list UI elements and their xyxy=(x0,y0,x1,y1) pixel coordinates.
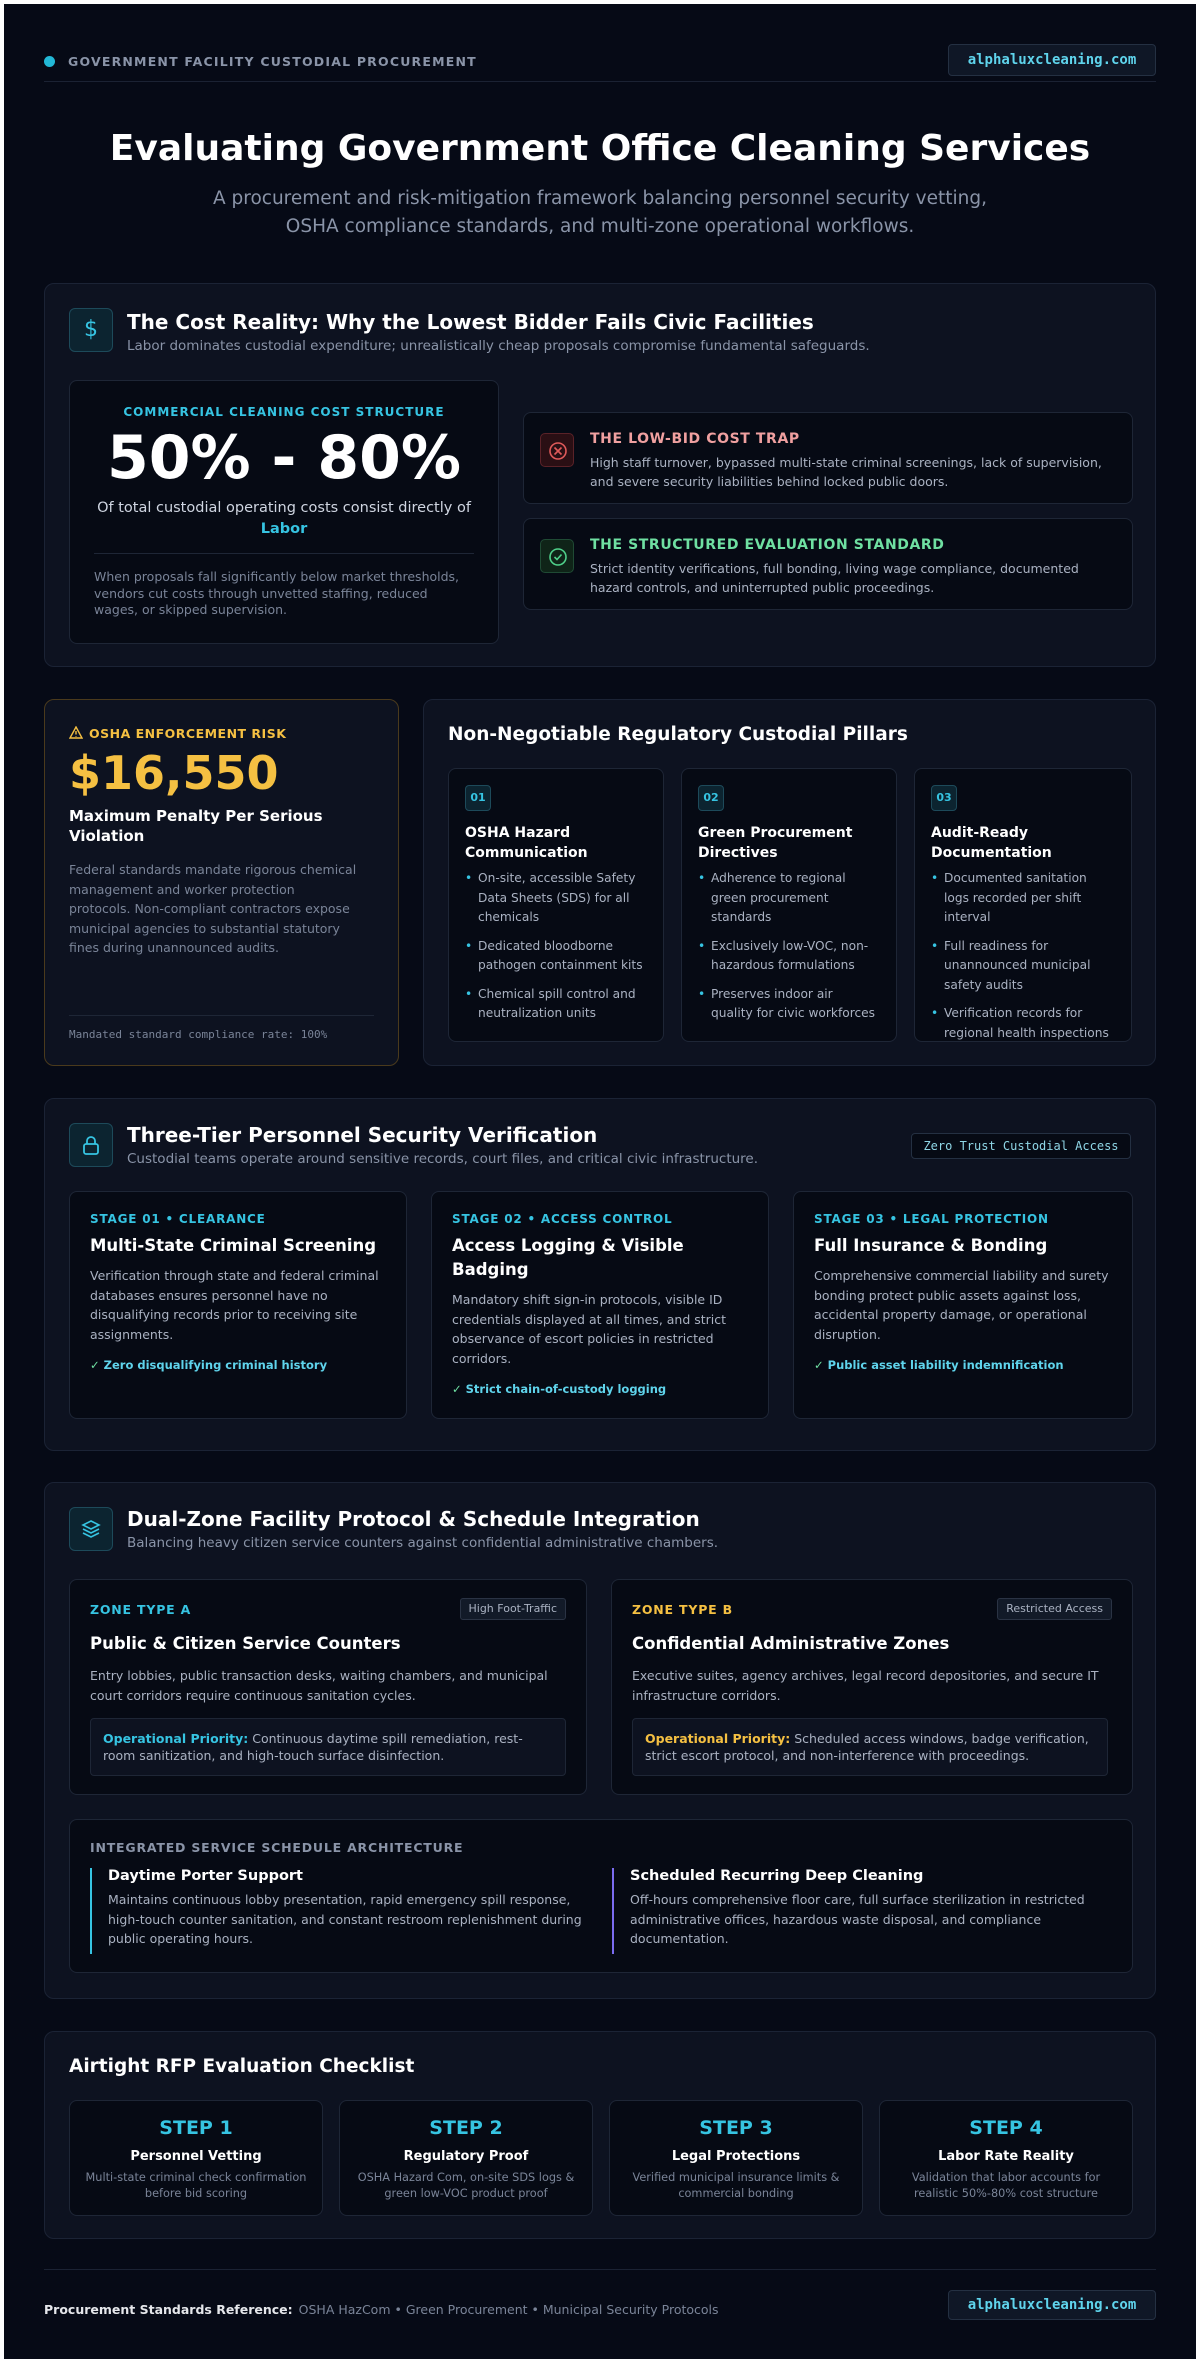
layers-icon xyxy=(69,1507,113,1551)
step-number: STEP 4 xyxy=(969,2117,1043,2139)
labor-share-caption xyxy=(90,498,478,540)
checklist-title: Airtight RFP Evaluation Checklist xyxy=(69,2056,415,2077)
pillar-number: 02 xyxy=(698,785,724,811)
list-item: • Dedicated bloodborne pathogen containment kits xyxy=(465,937,645,976)
stage-check: ✓ Public asset liability indemnification xyxy=(814,1358,1064,1372)
site-url-link[interactable]: alphaluxcleaning.com xyxy=(948,44,1156,76)
low-bid-trap-card xyxy=(523,412,1133,504)
zone-a-text: Entry lobbies, public transaction desks, waiting chambers, and municipal court corridors require continuous sanitation cycles. xyxy=(90,1668,548,1703)
stage-title: Access Logging & Visible Badging xyxy=(452,1236,684,1279)
step-title: Personnel Vetting xyxy=(130,2149,262,2164)
zone-b-title: Confidential Administrative Zones xyxy=(632,1634,950,1653)
pillar-card xyxy=(914,768,1132,1042)
list-item: • Chemical spill control and neutralization units xyxy=(465,985,645,1024)
pillar-list xyxy=(465,869,645,1033)
checkmark-icon: ✓ xyxy=(90,1358,100,1372)
pillar-title: OSHA Hazard Communication xyxy=(465,825,588,861)
deep-cleaning-text: Off-hours comprehensive floor care, full surface sterilization in restricted administrative offices, hazardous waste disposal, and compliance documentation. xyxy=(630,1892,1085,1946)
evaluation-standard-card xyxy=(523,518,1133,610)
divider xyxy=(69,1015,374,1016)
checklist-step xyxy=(609,2100,863,2216)
zone-b-card xyxy=(611,1579,1133,1795)
checkmark-icon: ✓ xyxy=(814,1358,824,1372)
pillar-card xyxy=(448,768,664,1042)
list-item: • Preserves indoor air quality for civic workforces xyxy=(698,985,878,1024)
stage-title: Full Insurance & Bonding xyxy=(814,1236,1048,1255)
zero-trust-badge: Zero Trust Custodial Access xyxy=(911,1133,1131,1159)
pillar-card xyxy=(681,768,897,1042)
deep-cleaning-column xyxy=(612,1868,1112,1954)
osha-penalty-caption: Maximum Penalty Per Serious Violation xyxy=(69,807,323,845)
daytime-porter-title: Daytime Porter Support xyxy=(108,1868,303,1884)
list-item: • Verification records for regional health inspections xyxy=(931,1004,1111,1043)
low-bid-trap-text: High staff turnover, bypassed multi-state criminal screenings, lack of supervision, and severe security liabilities behind locked public doors. xyxy=(590,455,1102,489)
cost-subtitle: Labor dominates custodial expenditure; unrealistically cheap proposals compromise fundamental safeguards. xyxy=(127,338,870,354)
stage-text: Verification through state and federal criminal databases ensures personnel have no disqualifying records prior to receiving site assignments. xyxy=(90,1268,379,1342)
stage-check: ✓ Strict chain-of-custody logging xyxy=(452,1382,667,1396)
rfp-checklist-panel xyxy=(44,2031,1156,2239)
zone-a-label: ZONE TYPE A xyxy=(90,1602,192,1617)
osha-description: Federal standards mandate rigorous chemical management and worker protection protocols. Non-compliant contractors expose municipal agencies to substantial statutory fines during unannounced audits. xyxy=(69,862,357,955)
osha-risk-label: OSHA ENFORCEMENT RISK xyxy=(69,726,286,741)
stage-text: Comprehensive commercial liability and surety bonding protect public assets against loss, accidental property damage, or operational disruption. xyxy=(814,1268,1109,1342)
zones-title: Dual-Zone Facility Protocol & Schedule Integration xyxy=(127,1507,700,1531)
security-stage-card xyxy=(431,1191,769,1419)
pillars-title: Non-Negotiable Regulatory Custodial Pillars xyxy=(448,724,908,745)
dual-zone-panel xyxy=(44,1482,1156,1999)
error-circle-icon xyxy=(540,433,574,467)
zone-a-tag: High Foot-Traffic xyxy=(460,1598,567,1620)
security-verification-panel xyxy=(44,1098,1156,1451)
zones-subtitle: Balancing heavy citizen service counters against confidential administrative chambers. xyxy=(127,1535,719,1551)
deep-cleaning-title: Scheduled Recurring Deep Cleaning xyxy=(630,1868,924,1884)
page-subtitle: A procurement and risk-mitigation framework balancing personnel security vetting, OSHA compliance standards, and multi-zone operational workflows. xyxy=(212,188,987,237)
security-stage-card xyxy=(793,1191,1133,1419)
compliance-rate: Mandated standard compliance rate: 100% xyxy=(69,1028,328,1041)
regulatory-pillars-panel xyxy=(423,699,1156,1066)
evaluation-standard-title: THE STRUCTURED EVALUATION STANDARD xyxy=(590,537,945,553)
zone-a-card xyxy=(69,1579,587,1795)
labor-emphasis: Labor xyxy=(260,521,308,537)
labor-share-text: Of total custodial operating costs consist directly of xyxy=(97,500,471,516)
zone-a-title: Public & Citizen Service Counters xyxy=(90,1634,401,1653)
pillar-list xyxy=(698,869,878,1033)
zone-b-text: Executive suites, agency archives, legal record depositories, and secure IT infrastructure corridors. xyxy=(632,1668,1099,1703)
cost-reality-panel xyxy=(44,283,1156,667)
stage-text: Mandatory shift sign-in protocols, visible ID credentials displayed at all times, and strict observance of escort policies in restricted corridors. xyxy=(452,1292,727,1366)
step-text: OSHA Hazard Com, on-site SDS logs & green low-VOC product proof xyxy=(357,2171,575,2200)
pillar-number: 03 xyxy=(931,785,957,811)
osha-penalty-amount: $16,550 xyxy=(69,746,279,800)
top-bar xyxy=(44,44,1156,82)
pillar-title: Audit-Ready Documentation xyxy=(931,825,1052,861)
security-title: Three-Tier Personnel Security Verification xyxy=(127,1123,598,1147)
step-text: Multi-state criminal check confirmation before bid scoring xyxy=(85,2171,307,2200)
pillar-list xyxy=(931,869,1111,1052)
step-number: STEP 2 xyxy=(429,2117,503,2139)
lock-icon xyxy=(69,1123,113,1167)
page-frame xyxy=(4,4,1196,2359)
stage-check: ✓ Zero disqualifying criminal history xyxy=(90,1358,328,1372)
list-item: • Exclusively low-VOC, non-hazardous formulations xyxy=(698,937,878,976)
schedule-label: INTEGRATED SERVICE SCHEDULE ARCHITECTURE xyxy=(90,1840,464,1855)
stage-title: Multi-State Criminal Screening xyxy=(90,1236,377,1255)
page-title: Evaluating Government Office Cleaning Services xyxy=(109,128,1091,169)
step-text: Verified municipal insurance limits & commercial bonding xyxy=(632,2171,840,2200)
pillar-title: Green Procurement Directives xyxy=(698,825,853,861)
zone-b-tag: Restricted Access xyxy=(997,1598,1112,1620)
step-number: STEP 1 xyxy=(159,2117,233,2139)
cost-note: When proposals fall significantly below market thresholds, vendors cut costs through unvetted staffing, reduced wages, or skipped supervision. xyxy=(94,569,460,617)
step-title: Regulatory Proof xyxy=(403,2149,529,2164)
zone-b-priority: Operational Priority: Scheduled access windows, badge verification, strict escort protocol, and non-interference with proceedings. xyxy=(632,1718,1108,1776)
stage-label: STAGE 01 • CLEARANCE xyxy=(90,1212,266,1226)
osha-risk-card xyxy=(44,699,399,1066)
cost-structure-label: COMMERCIAL CLEANING COST STRUCTURE xyxy=(123,405,445,419)
list-item: • Documented sanitation logs recorded per shift interval xyxy=(931,869,1111,928)
step-text: Validation that labor accounts for realistic 50%-80% cost structure xyxy=(911,2171,1101,2200)
security-stage-card xyxy=(69,1191,407,1419)
pillar-number: 01 xyxy=(465,785,491,811)
low-bid-trap-title: THE LOW-BID COST TRAP xyxy=(590,431,800,447)
status-dot xyxy=(44,56,55,67)
divider xyxy=(94,553,474,554)
daytime-porter-column xyxy=(90,1868,590,1954)
zone-a-priority: Operational Priority: Continuous daytime spill remediation, rest-room sanitization, and high-touch surface disinfection. xyxy=(90,1718,566,1776)
stage-label: STAGE 02 • ACCESS CONTROL xyxy=(452,1212,673,1226)
checklist-step xyxy=(69,2100,323,2216)
step-title: Legal Protections xyxy=(671,2149,801,2164)
cost-title: The Cost Reality: Why the Lowest Bidder Fails Civic Facilities xyxy=(127,310,814,334)
warning-triangle-icon xyxy=(69,726,83,739)
check-circle-icon xyxy=(540,539,574,573)
footer-url-link[interactable]: alphaluxcleaning.com xyxy=(948,2290,1156,2320)
step-title: Labor Rate Reality xyxy=(938,2149,1074,2164)
cost-structure-card xyxy=(69,380,499,644)
security-subtitle: Custodial teams operate around sensitive records, court files, and critical civic infrastructure. xyxy=(127,1151,759,1167)
header-kicker: GOVERNMENT FACILITY CUSTODIAL PROCUREMENT xyxy=(68,54,477,69)
footer xyxy=(44,2269,1156,2349)
list-item: • On-site, accessible Safety Data Sheets (SDS) for all chemicals xyxy=(465,869,645,928)
dollar-icon: $ xyxy=(69,308,113,352)
checklist-step xyxy=(879,2100,1133,2216)
list-item: • Full readiness for unannounced municipal safety audits xyxy=(931,937,1111,996)
checklist-step xyxy=(339,2100,593,2216)
step-number: STEP 3 xyxy=(699,2117,773,2139)
stage-label: STAGE 03 • LEGAL PROTECTION xyxy=(814,1212,1049,1226)
list-item: • Adherence to regional green procurement standards xyxy=(698,869,878,928)
zone-b-label: ZONE TYPE B xyxy=(632,1602,733,1617)
standards-reference: Procurement Standards Reference: OSHA HazCom • Green Procurement • Municipal Security Protocols xyxy=(44,2302,719,2317)
daytime-porter-text: Maintains continuous lobby presentation, rapid emergency spill response, high-touch counter sanitation, and constant restroom replenishment during public operating hours. xyxy=(108,1892,582,1946)
checkmark-icon: ✓ xyxy=(452,1382,462,1396)
labor-share-value: 50% - 80% xyxy=(107,423,461,493)
schedule-card xyxy=(69,1819,1133,1973)
evaluation-standard-text: Strict identity verifications, full bonding, living wage compliance, documented hazard controls, and uninterrupted public proceedings. xyxy=(590,561,1079,595)
